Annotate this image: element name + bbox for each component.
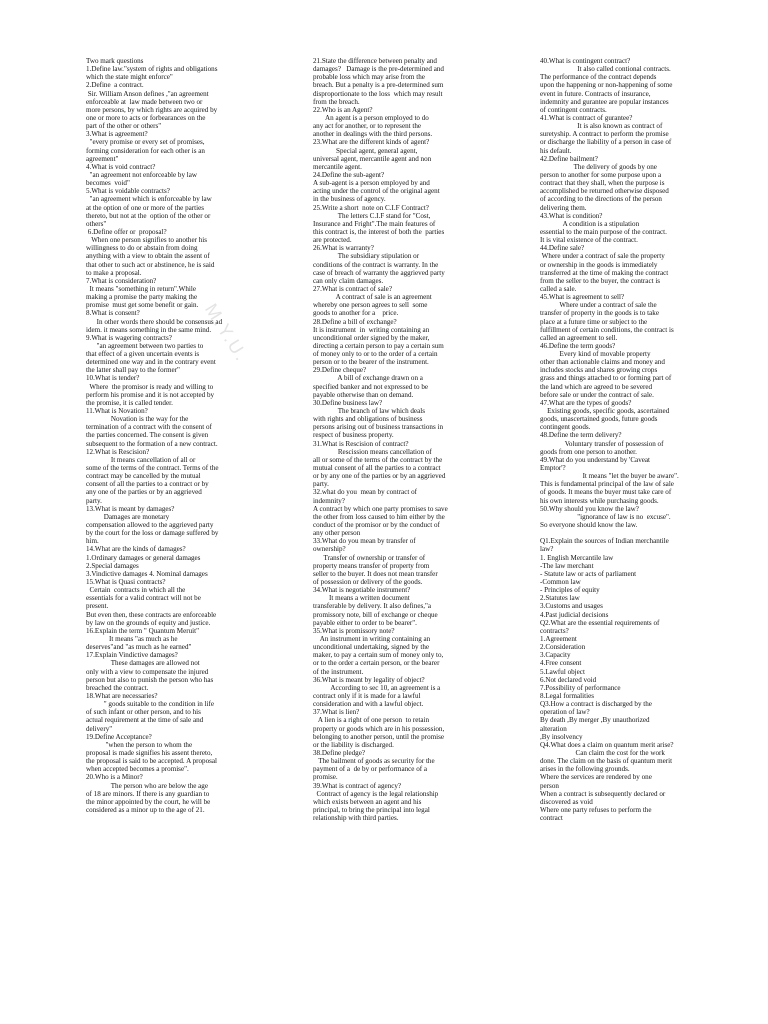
text-line: consent of all the parties to a contract or by [86,480,209,489]
text-line: party. [313,480,329,489]
text-line: The performance of the contract depends [540,73,657,82]
text-line: operation of law? [540,708,590,717]
text-line: A bill of exchange drawn on a [313,374,423,383]
text-line: subsequent to the formation of a new contract. [86,439,218,448]
text-line: indemnity and gurantee are popular instances [540,97,669,106]
text-line: from the seller to the buyer, the contract is [540,276,661,285]
text-line: Existing goods, specific goods, ascertained [540,407,670,416]
text-line: more persons, by which rights are acquired by [86,105,218,114]
text-line: any act for another, or to represent the [313,122,422,131]
text-line: that effect of a given uncertain events is [86,350,200,359]
text-line: 8.What is consent? [86,309,140,318]
text-line: 21.State the difference between penalty and [313,57,437,65]
text-line: forming consideration for each other is an [86,146,205,155]
text-line: 5.Lawful object [540,667,585,676]
text-line: 1.Define law."system of rights and obligations [86,65,218,74]
text-line: universal agent, mercantile agent and non [313,154,432,163]
text-line: becomes void" [86,179,130,188]
text-line: Where under a contract of sale the property [540,252,665,261]
document-page [86,57,746,1007]
text-line: 39.What is contract of agency? [313,781,402,790]
text-line: the promise, it is called tender. [86,398,173,407]
text-line: called an agreement to sell. [540,333,618,342]
text-line: In other words there should be consensus ad [86,317,223,326]
text-line: 4.What is void contract? [86,162,156,171]
text-line: 33.What do you mean by transfer of [313,537,416,546]
text-line: 6.Not declared void [540,675,597,684]
text-line: 28.Define a bill of exchange? [313,317,397,326]
text-line: him. [86,537,99,546]
text-line: 24.Define the sub-agent? [313,170,385,179]
text-line: disproportionate to the loss which may result [313,89,443,98]
text-line: Q3.How a contract is discharged by the [540,700,652,709]
text-line: party. [86,496,102,505]
text-line: promissory note, bill of exchange or cheque [313,610,438,619]
text-line: 11.What is Novation? [86,407,148,416]
text-line: conditions of the contract is warranty. In the [313,260,439,269]
text-line: Can claim the cost for the work [540,748,665,757]
text-line: thereto, but not at the option of the other or [86,211,211,220]
text-line: It is also known as contract of [540,122,663,131]
text-line: ,By insolvency [540,732,583,741]
text-line: present. [86,602,109,611]
text-line: 29.Define cheque? [313,366,367,375]
text-line: law? [540,545,554,554]
text-line: done. The claim on the basis of quantum merit [540,757,673,766]
text-line: But even then, these contracts are enforceable [86,610,217,619]
text-line: promise must get some benefit or gain. [86,301,199,310]
text-line: in the business of agency. [313,195,386,204]
text-line: 35.What is promissory note? [313,626,395,635]
text-line: The letters C.I.F stand for "Cost, [313,211,431,220]
text-line: Two mark questions [86,57,144,65]
text-line: 3.Capacity [540,651,571,660]
text-line: the proposal is said to be accepted. A proposal [86,757,218,766]
text-line: 7.Possibility of performance [540,683,621,692]
text-line: some of the terms of the contract. Terms of the [86,464,219,473]
text-line: 19.Define Acceptance? [86,732,152,741]
text-line: transferred at the time of making the contract [540,268,669,277]
text-line: 2.Consideration [540,643,586,652]
text-line: breached the contract. [86,683,149,692]
text-line: delivery" [86,724,113,733]
text-line: of contingent contracts. [540,105,607,114]
text-line: suretyship. A contract to perform the promise [540,130,669,139]
text-line: 3.What is agreement? [86,130,148,139]
text-line: or the liability is discharged. [313,740,394,749]
text-line: person but also to punish the person who has [86,675,214,684]
text-line: Rescission means cancellation of [313,447,432,456]
text-line: Insurance and Fright".The main features of [313,219,436,228]
text-line: which exists between an agent and his [313,797,422,806]
text-line: It means a written document [313,594,410,603]
text-line: goods to another for a price. [313,309,399,318]
text-line: place at a future time or subject to the [540,317,648,326]
text-line: A condition is a stipulation [540,219,640,228]
text-line: belonging to another person, until the promise [313,732,445,741]
text-line: person to another for some purpose upon a [540,170,662,179]
text-line: 46.Define the term goods? [540,341,616,350]
text-line: probable loss which may arise from the [313,73,425,82]
text-line: of such infant or other person, and to his [86,708,201,717]
text-line: 30.Define business law? [313,398,383,407]
text-line: any one of the parties or by an aggrieved [86,488,202,497]
text-line: alteration [540,724,567,733]
text-line: 47.What are the types of goods? [540,398,632,407]
text-line: contract [540,814,563,823]
text-line: 34.What is negotiable instrument? [313,586,411,595]
text-line: agreement" [86,154,119,163]
text-line: accomplished be returned otherwise disposed [540,187,669,196]
text-line: goods from one person to another. [540,447,637,456]
text-line: 6.Define offer or proposal? [86,227,167,236]
text-line: Certain contracts in which all the [86,586,186,595]
text-line: other than actionable claims and money and [540,358,665,367]
text-line [540,529,745,537]
text-line: fulfillment of certain conditions, the contract is [540,325,674,334]
text-line: considered as a minor up to the age of 21. [86,805,205,814]
text-line: 17.Explain Vindictive damages? [86,651,178,660]
text-line: contract that they shall, when the purpose is [540,179,665,188]
text-line: 2.Statutes law [540,594,580,603]
text-line: "an agreement between two parties to [86,341,204,350]
text-line: payable either to order to be bearer". [313,618,417,627]
text-line: Q1.Explain the sources of Indian merchantile [540,537,669,546]
text-line: contract only if it is made for a lawful [313,691,421,700]
text-line: Voluntary transfer of possession of [540,439,664,448]
text-line: arises in the following grounds. [540,765,630,774]
text-line: So everyone should know the law. [540,521,638,530]
text-line: The subsidiary stipulation or [313,252,420,261]
text-line: case of breach of warranty the aggrieved party [313,268,445,277]
text-line: includes stocks and shares growing crops [540,366,658,375]
text-line: 31.What is Rescision of contract? [313,439,409,448]
text-line: making a promise the party making the [86,293,198,302]
text-line: When one person signifies to another his [86,236,208,245]
text-line: 1.Ordinary damages or general damages [86,553,201,562]
text-line: 2.Define a contract. [86,81,144,90]
text-line: event in future. Contracts of insurance, [540,89,651,98]
text-line: It is instrument in writing containing an [313,325,430,334]
text-line: These damages are allowed not [86,659,200,668]
text-line: or discharge the liability of a person in case of [540,138,672,147]
text-line: 37.What is lien? [313,708,360,717]
text-line: 43.What is condition? [540,211,603,220]
text-line: A lien is a right of one person to retain [313,716,430,725]
text-line: unconditional undertaking, signed by the [313,643,430,652]
text-line: that other to such act or abstinence, he is said [86,260,215,269]
text-line: 45.What is agreement to sell? [540,293,625,302]
text-line: 2.Special damages [86,561,139,570]
text-line: transferable by delivery. It also defines,"a [313,602,432,611]
text-line: It also called contional contracts. [540,65,671,74]
text-line: 50.Why should you know the law? [540,504,639,513]
text-line: mercantile agent. [313,162,362,171]
text-line: 4.Free consent [540,659,582,668]
text-line: to make a proposal. [86,268,142,277]
text-line: contracts? [540,626,569,635]
text-line: 1.Agreement [540,634,577,643]
text-line: 48.Define the term delivery? [540,431,622,440]
text-line: 27.What is contract of sale? [313,284,392,293]
text-line: deserves"and "as much as he earned" [86,643,192,652]
text-line: 20.Who is a Minor? [86,773,143,782]
text-line: person or to the bearer of the instrument. [313,358,429,367]
text-line: - Principles of equity [540,586,600,595]
text-line: It means "as much as he [86,634,178,643]
text-line: It means "let the buyer be aware". [540,472,679,481]
text-line: his default. [540,146,572,155]
text-line: his own interests while purchasing goods. [540,496,659,505]
text-line: 22.Who is an Agent? [313,105,373,114]
text-line: Where under a contract of sale the [540,301,657,310]
text-line: "when the person to whom the [86,740,193,749]
text-line: breach. But a penalty is a pre-determined sum [313,81,444,90]
text-line: one or more to acts or forbearances on the [86,113,206,122]
text-line: payable otherwise than on demand. [313,390,414,399]
text-line: promise. [313,773,338,782]
text-line: indemnity? [313,496,345,505]
text-line: Every kind of movable property [540,350,651,359]
text-line: -Common law [540,578,581,586]
watermark: M.Y.U. [201,300,253,366]
text-line: of the instrument. [313,667,364,676]
text-line: any other person [313,529,361,538]
text-line: transfer of property in the goods is to take [540,309,659,318]
text-line: grass and things attached to or forming part of [540,374,672,383]
text-line: persons arising out of business transactions in [313,423,444,432]
text-line: 41.What is contract of gurantee? [540,113,633,122]
text-line: 42.Define bailment? [540,154,598,163]
text-line: goods, unascertained goods, future goods [540,415,658,424]
text-line: contingent goods. [540,423,591,432]
text-line: whereby one person agrees to sell some [313,301,428,310]
text-line: of 18 are minors. If there is any guardian to [86,789,210,798]
text-line: willingness to do or abstain from doing [86,244,198,253]
text-line: It means "something in return".While [86,284,197,293]
text-line: An agent is a person employed to do [313,113,429,122]
text-line: before sale or under the contract of sale. [540,390,654,399]
text-line: The branch of law which deals [313,407,425,416]
text-line: enforceable at law made between two or [86,97,203,106]
text-line: proposal is made signifies his assent thereto, [86,748,213,757]
text-line: of money only to or to the order of a certain [313,350,438,359]
text-line: It means cancellation of all or [86,455,196,464]
text-line: by the court for the loss or damage suffered by [86,529,219,538]
text-line: 18.What are necessaries? [86,691,158,700]
text-line: Q2.What are the essential requirements of [540,618,660,627]
text-line: A sub-agent is a person employed by and [313,179,430,188]
text-line: 1. English Mercantile law [540,553,614,562]
text-line: - Statute law or acts of parliament [540,569,637,578]
text-line: payment of a de by or performance of a [313,765,428,774]
text-line: 13.What is meant by damages? [86,504,175,513]
text-line: The person who are below the age [86,781,209,790]
text-line: damages? Damage is the pre-determined and [313,65,444,74]
text-line: 40.What is contingent contract? [540,57,631,65]
text-line: It is vital existence of the contract. [540,236,638,245]
text-line: from the breach. [313,97,360,106]
text-line: Q4.What does a claim on quantum merit arise? [540,740,674,749]
text-line: By death ,By merger ,By unauthorized [540,716,650,725]
text-line: 10.What is tender? [86,374,140,383]
text-line: ownership? [313,545,346,554]
text-line: -The law merchant [540,561,594,570]
text-line: 25.Write a short note on C.I.F Contract? [313,203,429,212]
text-line: all or some of the terms of the contract by the [313,455,443,464]
text-line: this contract is, the interest of both the parties [313,227,445,236]
text-column-3 [540,57,745,1007]
text-line: which the state might enforce" [86,73,173,82]
text-line: when accepted becomes a promise". [86,765,189,774]
text-line: another in dealings with the third persons. [313,130,433,139]
text-line: determined one way and in the contrary event [86,358,216,367]
text-line: Sir. William Anson defines ,"an agreement [86,89,209,98]
text-line: 5.What is voidable contracts? [86,187,170,196]
text-line: others" [86,219,107,228]
text-line: seller to the buyer. It does not mean transfer [313,569,438,578]
text-line: A contract by which one party promises to save [313,504,448,513]
text-line: conduct of the promisor or by the conduct of [313,521,440,530]
text-line: essentials for a valid contract will not be [86,594,201,603]
text-line: consideration and with a lawful object. [313,700,424,709]
text-line: specified banker and not expressed to be [313,382,429,391]
text-line: are protected. [313,236,352,245]
text-line: 7.What is consideration? [86,276,157,285]
text-line: unconditional order signed by the maker, [313,333,430,342]
text-line: Transfer of ownership or transfer of [313,553,426,562]
text-line: 32.what do you mean by contract of [313,488,418,497]
text-line: Emptor'? [540,464,566,473]
text-line: termination of a contract with the consent of [86,423,212,432]
text-line: or ownership in the goods is immediately [540,260,658,269]
text-line: "an agreement which is enforceable by law [86,195,212,204]
text-line: Where one party refuses to perform the [540,805,652,814]
text-line: 44.Define sale? [540,244,585,253]
text-line: compensation allowed to the aggrieved party [86,521,214,530]
text-line: Contract of agency is the legal relationship [313,789,439,798]
text-line: discovered as void [540,797,593,806]
text-line: " goods suitable to the condition in life [86,700,215,709]
text-line: of goods. It means the buyer must take care of [540,488,672,497]
text-line: 14.What are the kinds of damages? [86,545,186,554]
text-line: directing a certain person to pay a certain sum [313,341,444,350]
text-line: According to sec 10, an agreement is a [313,683,441,692]
text-line: "an agreement not enforceable by law [86,170,198,179]
text-line: The bailment of goods as security for the [313,757,435,766]
text-line: by law on the grounds of equity and justice. [86,618,211,627]
text-line: This is fundamental principal of the law of sale [540,480,674,489]
text-line: upon the happening or non-happening of some [540,81,673,90]
text-line: of possession or delivery of the goods. [313,578,423,586]
text-line: with rights and obligations of business [313,415,423,424]
text-line: or to the order a certain person, or the bearer [313,659,440,668]
text-line: When a contract is subsequently declared or [540,789,666,798]
text-line: the latter shall pay to the former" [86,366,180,375]
text-line: 8.Legal formalities [540,691,594,700]
text-line: Special agent, general agent, [313,146,418,155]
text-line: property means transfer of property from [313,561,430,570]
text-line: the parties concerned. The consent is given [86,431,209,440]
text-line: "ignorance of law is no excuse". [540,512,671,521]
text-column-2 [313,57,518,1007]
text-line: idem. it means something in the same mind. [86,325,212,334]
text-line: "every promise or every set of promises, [86,138,205,147]
text-line: 4.Past judicial decisions [540,610,609,619]
text-line: Damages are monetary [86,512,170,521]
text-line: Novation is the way for the [86,415,189,424]
text-line: mutual consent of all the parties to a contract [313,464,441,473]
text-line: at the option of one or more of the parties [86,203,204,212]
text-column-1 [86,57,291,1007]
text-line: anything with a view to obtain the assent of [86,252,210,261]
text-line: actual requirement at the time of sale and [86,716,204,725]
text-line: the other from loss caused to him either by the [313,512,445,521]
text-line: of according to the directions of the person [540,195,662,204]
text-line: 49.What do you understand by 'Caveat [540,455,651,464]
text-line: or by any one of the parties or by an aggrieved [313,472,446,481]
text-line: Where the promisor is ready and willing to [86,382,214,391]
text-line: can only claim damages. [313,276,384,285]
text-line: 16.Explain the term " Quantum Meruit" [86,626,199,635]
text-line: part of the other or others" [86,122,162,131]
text-line: maker, to pay a certain sum of money only to, [313,651,444,660]
text-line: 23.What are the different kinds of agent? [313,138,430,147]
text-line: The delivery of goods by one [540,162,657,171]
text-line: essential to the main purpose of the contract. [540,227,667,236]
text-line: the land which are agreed to be severed [540,382,653,391]
text-line: 36.What is meant by legality of object? [313,675,425,684]
text-line: property or goods which are in his possession, [313,724,445,733]
text-line: called a sale. [540,284,577,293]
text-line: 26.What is warranty? [313,244,374,253]
text-line: only with a view to compensate the injured [86,667,209,676]
text-line: 15.What is Quasi contracts? [86,578,166,586]
text-line: 12.What is Rescision? [86,447,150,456]
text-line: person [540,781,559,790]
text-line: Where the services are rendered by one [540,773,652,782]
text-line: principal, to bring the principal into legal [313,805,430,814]
text-line: A contract of sale is an agreement [313,293,432,302]
text-line: 3.Customs and usages [540,602,603,611]
text-line: 3.Vindictive damages 4. Nominal damages [86,569,208,578]
text-line: relationship with third parties. [313,814,399,823]
text-line: perform his promise and it is not accepted by [86,390,215,399]
text-line: the minor appointed by the court, he will be [86,797,211,806]
text-line: delivering them. [540,203,587,212]
text-line: contract may be cancelled by the mutual [86,472,201,481]
text-line: 9.What is wagering contracts? [86,333,172,342]
text-line: 38.Define pledge? [313,748,365,757]
text-line: acting under the control of the original agent [313,187,440,196]
text-line: respect of business property. [313,431,394,440]
text-line: An instrument in writing containing an [313,634,431,643]
